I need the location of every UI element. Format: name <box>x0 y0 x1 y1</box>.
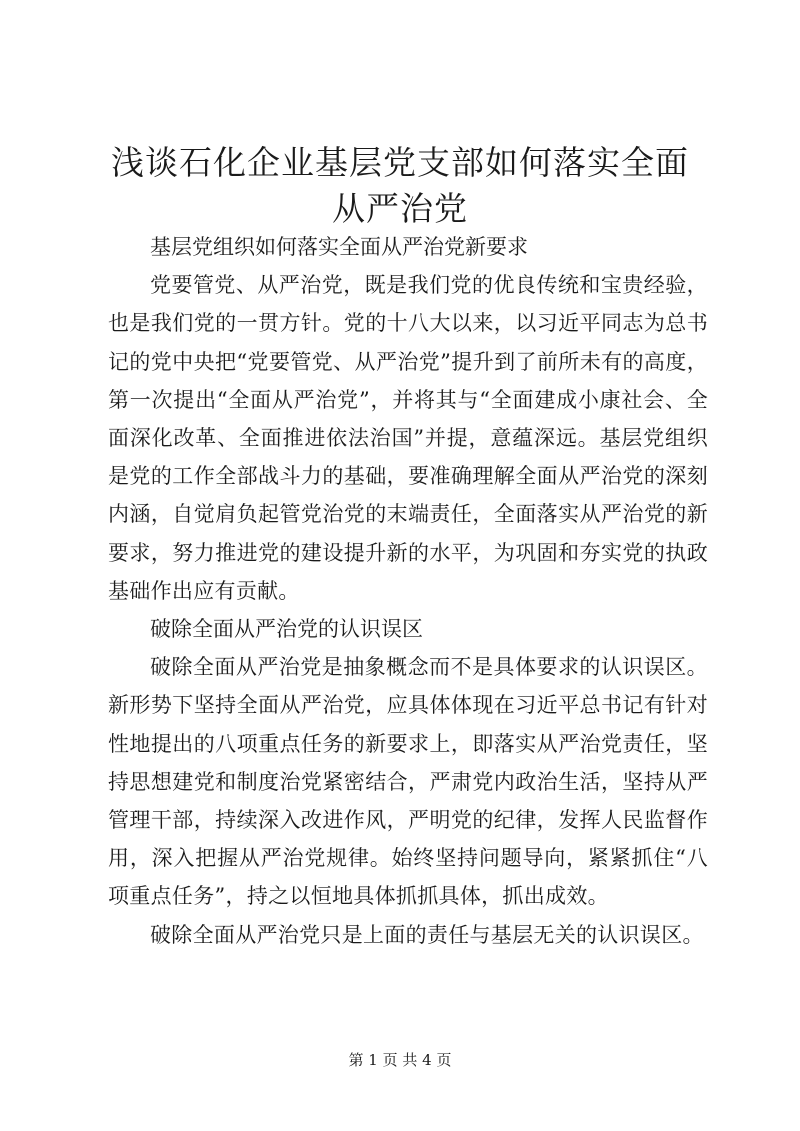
body-paragraph: 破除全面从严治党是抽象概念而不是具体要求的认识误区。新形势下坚持全面从严治党，应具体体现在习近平总书记有针对性地提出的八项重点任务的新要求上，即落实从严治党责任，坚持思想建党和制度治党紧密结合，严肃党内政治生活，坚持从严管理干部，持续深入改进作风，严明党的纪律，发挥人民监督作用，深入把握从严治党规律。始终坚持问题导向，紧紧抓住“八项重点任务”，持之以恒地具体抓抓具体，抓出成效。 <box>108 655 708 909</box>
document-title: 浅谈石化企业基层党支部如何落实全面从严治党 <box>111 143 689 228</box>
section-heading: 破除全面从严治党的认识误区 <box>150 617 423 642</box>
body-paragraph: 党要管党、从严治党，既是我们党的优良传统和宝贵经验，也是我们党的一贯方针。党的十八大以来，以习近平同志为总书记的党中央把“党要管党、从严治党”提升到了前所未有的高度，第一次提出“全面从严治党”，并将其与“全面建成小康社会、全面深化改革、全面推进依法治国”并提，意蕴深远。基层党组织是党的工作全部战斗力的基础，要准确理解全面从严治党的深刻内涵，自觉肩负起管党治党的末端责任，全面落实从严治党的新要求，努力推进党的建设提升新的水平，为巩固和夯实党的执政基础作出应有贡献。 <box>108 273 708 603</box>
body-paragraph: 破除全面从严治党只是上面的责任与基层无关的认识误区。 <box>150 922 704 947</box>
page-footer: 第 1 页 共 4 页 <box>348 1051 452 1069</box>
document-body <box>108 228 708 954</box>
section-heading: 基层党组织如何落实全面从严治党新要求 <box>150 235 528 259</box>
